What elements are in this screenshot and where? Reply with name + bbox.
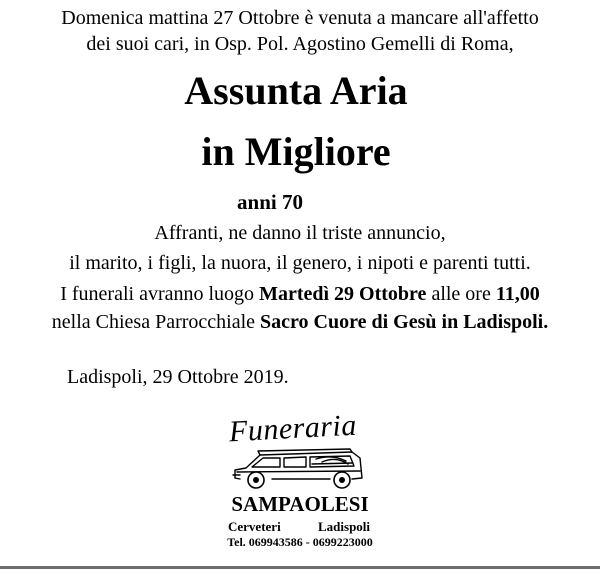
logo-phone: Tel. 069943586 - 0699223000 (227, 535, 373, 549)
deceased-married-name: in Migliore (201, 129, 391, 174)
intro-line-2: dei suoi cari, in Osp. Pol. Agostino Gemelli di Roma, (86, 33, 514, 55)
funeral-date: Martedì 29 Ottobre (259, 283, 427, 305)
bottom-divider (0, 566, 600, 569)
place-date: Ladispoli, 29 Ottobre 2019. (67, 366, 289, 388)
announce-line-1: Affranti, ne danno il triste annuncio, (154, 222, 446, 244)
church-line (0, 311, 600, 334)
hearse-icon (232, 448, 368, 492)
funeral-mid: alle ore (426, 283, 496, 305)
logo-title: Funeraria (228, 408, 358, 449)
funeral-prefix: I funerali avranno luogo (60, 283, 260, 305)
logo-company-name: SAMPAOLESI (231, 492, 369, 516)
funeral-info-line (0, 283, 600, 306)
intro-line-1: Domenica mattina 27 Ottobre è venuta a mancare all'affetto (61, 7, 539, 29)
funeral-time: 11,00 (495, 283, 540, 305)
deceased-age: anni 70 (237, 190, 303, 214)
logo-town-cerveteri: Cerveteri (228, 519, 281, 534)
church-name: Sacro Cuore di Gesù in Ladispoli. (260, 311, 549, 333)
logo-town-ladispoli: Ladispoli (318, 519, 371, 534)
announce-line-2: il marito, i figli, la nuora, il genero, i nipoti e parenti tutti. (69, 252, 531, 274)
church-prefix: nella Chiesa Parrocchiale (51, 311, 261, 333)
deceased-name: Assunta Aria (184, 68, 408, 113)
